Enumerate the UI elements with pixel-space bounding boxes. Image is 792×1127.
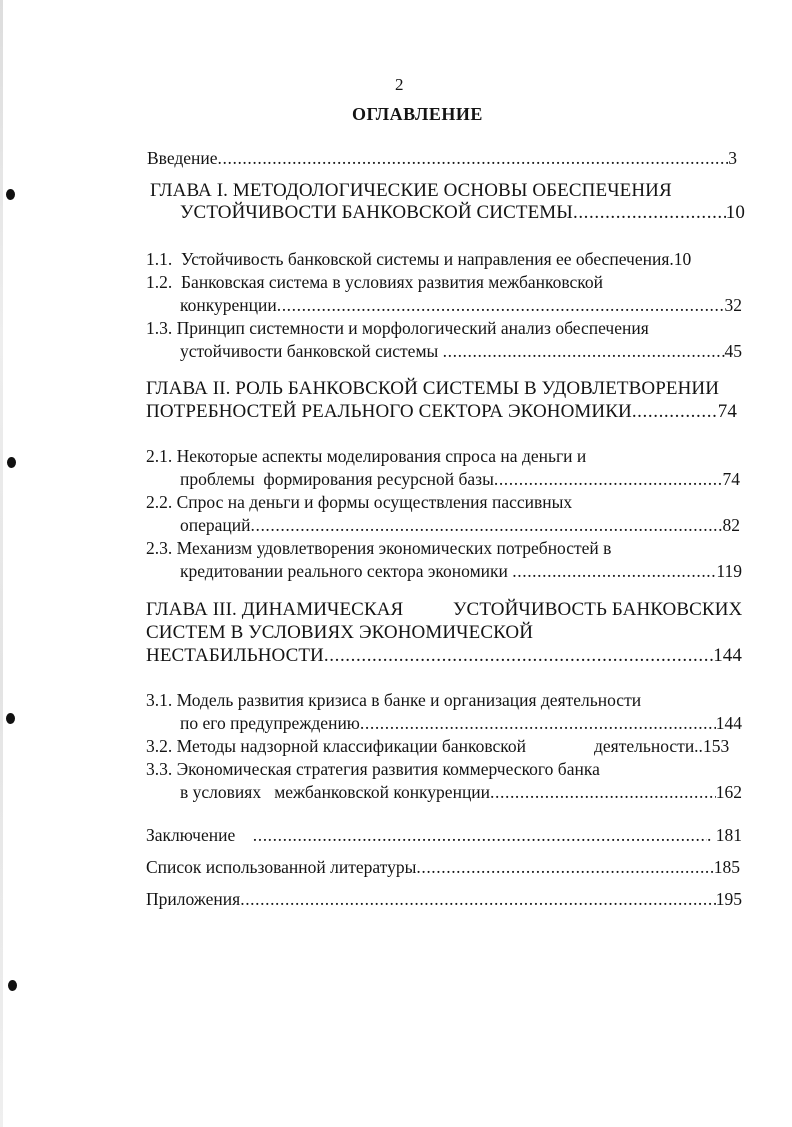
dot-leader	[490, 781, 716, 803]
section-3-2-tail[interactable]: деятельности..153	[594, 736, 730, 756]
dot-leader	[512, 560, 716, 582]
toc-entry-conclusion[interactable]: Заключение ..... . 181	[146, 824, 742, 846]
section-1-2-title-line1[interactable]: 1.2. Банковская система в условиях развития межбанковской	[146, 272, 604, 292]
page-number: 2	[395, 75, 404, 94]
page-ref: 144	[713, 645, 742, 666]
page-ref: 74	[722, 469, 740, 489]
binding-hole-mark	[8, 980, 17, 991]
dot-leader	[324, 645, 713, 667]
toc-entry-section-3-1[interactable]: по его предупреждению ..... 144	[180, 712, 742, 734]
page-ref: 3	[728, 148, 737, 168]
section-1-3-title-line1[interactable]: 1.3. Принцип системности и морфологический анализ обеспечения	[146, 318, 649, 338]
page-ref: 144	[715, 713, 742, 733]
chapter1-title-line1[interactable]: ГЛАВА I. МЕТОДОЛОГИЧЕСКИЕ ОСНОВЫ ОБЕСПЕЧЕНИЯ	[150, 180, 672, 201]
toc-entry-chapter3[interactable]: НЕСТАБИЛЬНОСТИ ..... 144	[146, 645, 742, 667]
chapter3-title-line2[interactable]: СИСТЕМ В УСЛОВИЯХ ЭКОНОМИЧЕСКОЙ	[146, 622, 534, 643]
page-ref: . 181	[707, 825, 742, 845]
toc-entry-chapter1[interactable]: УСТОЙЧИВОСТИ БАНКОВСКОЙ СИСТЕМЫ ..... 10	[180, 202, 745, 224]
toc-entry-chapter2[interactable]: ПОТРЕБНОСТЕЙ РЕАЛЬНОГО СЕКТОРА ЭКОНОМИКИ ..... 74	[146, 401, 737, 423]
binding-hole-mark	[6, 713, 15, 724]
section-3-1-title-line1[interactable]: 3.1. Модель развития кризиса в банке и организация деятельности	[146, 690, 642, 710]
page-ref: 119	[716, 561, 742, 581]
page-ref: 10	[725, 202, 745, 223]
dot-leader	[218, 147, 729, 169]
toc-entry-bibliography[interactable]: Список использованной литературы ..... 185	[146, 856, 740, 878]
dot-leader	[253, 824, 707, 846]
toc-entry-section-3-2[interactable]: 3.2. Методы надзорной классификации банковской	[146, 736, 526, 756]
dot-leader	[632, 401, 718, 423]
chapter3-title-line1b[interactable]: УСТОЙЧИВОСТЬ БАНКОВСКИХ	[453, 599, 743, 620]
page-ref: 185	[713, 857, 740, 877]
toc-entry-section-1-3[interactable]: устойчивости банковской системы ..... 45	[180, 340, 742, 362]
dot-leader	[251, 514, 723, 536]
toc-entry-appendix[interactable]: Приложения ..... 195	[146, 888, 742, 910]
toc-entry-section-1-1[interactable]: 1.1. Устойчивость банковской системы и направления ее обеспечения.10	[146, 249, 692, 269]
dot-leader	[360, 712, 716, 734]
toc-entry-section-2-3[interactable]: кредитовании реального сектора экономики ..... 119	[180, 560, 742, 582]
binding-hole-mark	[6, 189, 15, 200]
toc-entry-section-1-2[interactable]: конкуренции ..... 32	[180, 294, 742, 316]
toc-heading: ОГЛАВЛЕНИЕ	[352, 104, 483, 124]
chapter3-title-line1a[interactable]: ГЛАВА III. ДИНАМИЧЕСКАЯ	[146, 599, 404, 620]
page-ref: 153	[702, 736, 730, 756]
section-3-3-title-line1[interactable]: 3.3. Экономическая стратегия развития коммерческого банка	[146, 759, 600, 779]
page-ref: 74	[717, 401, 737, 422]
dot-leader	[443, 340, 725, 362]
dot-leader	[240, 888, 716, 910]
dot-leader	[277, 294, 725, 316]
page-ref: 82	[722, 515, 740, 535]
toc-entry-section-3-3[interactable]: в условиях межбанковской конкуренции ..... 162	[180, 781, 742, 803]
dot-leader	[573, 202, 726, 224]
section-2-1-title-line1[interactable]: 2.1. Некоторые аспекты моделирования спроса на деньги и	[146, 446, 587, 466]
section-2-2-title-line1[interactable]: 2.2. Спрос на деньги и формы осуществления пассивных	[146, 492, 573, 512]
page-ref: 162	[715, 782, 742, 802]
scan-edge	[0, 0, 3, 1127]
binding-hole-mark	[7, 457, 16, 468]
toc-entry-section-2-1[interactable]: проблемы формирования ресурсной базы ..... 74	[180, 468, 740, 490]
toc-entry-section-2-2[interactable]: операций ..... 82	[180, 514, 740, 536]
page-ref: 45	[724, 341, 742, 361]
section-2-3-title-line1[interactable]: 2.3. Механизм удовлетворения экономических потребностей в	[146, 538, 612, 558]
dot-leader	[494, 468, 723, 490]
chapter2-title-line1[interactable]: ГЛАВА II. РОЛЬ БАНКОВСКОЙ СИСТЕМЫ В УДОВЛЕТВОРЕНИИ	[146, 378, 720, 399]
dot-leader	[416, 856, 713, 878]
toc-entry-introduction[interactable]: Введение ..... 3	[147, 147, 737, 169]
page-ref: 10	[673, 249, 692, 269]
page-ref: 195	[715, 889, 742, 909]
page-ref: 32	[724, 295, 742, 315]
